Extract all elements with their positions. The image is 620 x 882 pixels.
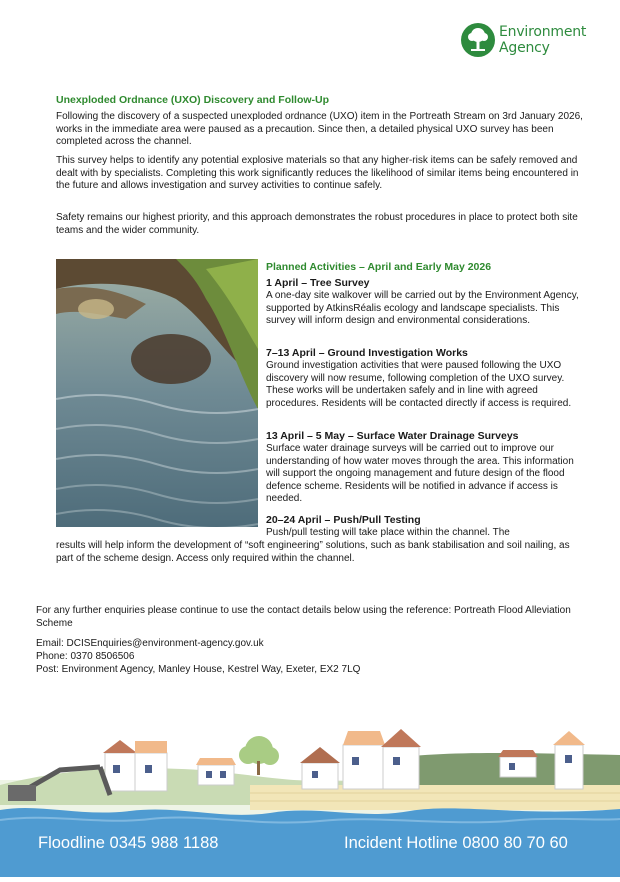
planned-activities-title: Planned Activities – April and Early May 2026 xyxy=(266,261,492,273)
logo-line-1: Environment xyxy=(499,24,587,40)
enquiries-intro: For any further enquiries please continue to use the contact details below using the reference: Portreath Flood Alleviation Scheme xyxy=(36,605,571,629)
activity-tree-survey xyxy=(266,277,584,328)
uxo-paragraph-1: Following the discovery of a suspected unexploded ordnance (UXO) item in the Portreath Stream on 3rd January 2026, works in the immediate area were paused as a precaution. Since then, a detailed physical UXO survey has been completed across the channel. xyxy=(56,111,583,148)
logo-wordmark xyxy=(499,24,586,56)
uxo-paragraph-2: This survey helps to identify any potential explosive materials so that any higher-risk items can be safely removed and dealt with by specialists. Completing this work significantly reduces the likelihood of similar items being encountered in the future and allows investigation and survey activities to continue safely. xyxy=(56,155,579,192)
incident-hotline-number: Incident Hotline 0800 80 70 60 xyxy=(344,834,568,852)
activity-body: A one-day site walkover will be carried out by the Environment Agency, supported by AtkinsRéalis ecology and landscape specialists. This survey will inform design and environmental considerations. xyxy=(266,290,579,327)
contact-phone[interactable]: Phone: 0370 8506506 xyxy=(36,651,135,662)
footer-illustration xyxy=(0,725,620,877)
floodline-number: Floodline 0345 988 1188 xyxy=(38,834,219,852)
activity-push-pull-testing xyxy=(266,514,584,540)
tree-logo-icon xyxy=(460,22,496,58)
activity-heading: 13 April – 5 May – Surface Water Drainage Surveys xyxy=(266,430,519,442)
activity-ground-investigation xyxy=(266,347,584,410)
contact-post: Post: Environment Agency, Manley House, Kestrel Way, Exeter, EX2 7LQ xyxy=(36,664,361,675)
activity-heading: 20–24 April – Push/Pull Testing xyxy=(266,514,421,526)
activity-heading: 7–13 April – Ground Investigation Works xyxy=(266,347,468,359)
stream-photo xyxy=(56,259,258,527)
contact-email[interactable]: Email: DCISEnquiries@environment-agency.gov.uk xyxy=(36,638,264,649)
activity-body: Push/pull testing will take place within the channel. The xyxy=(266,527,510,538)
environment-agency-logo xyxy=(460,22,590,62)
activity-drainage-surveys xyxy=(266,430,584,506)
uxo-paragraph-3: Safety remains our highest priority, and this approach demonstrates the robust procedures in place to protect both site teams and the wider community. xyxy=(56,212,578,236)
activity-push-pull-continued: results will help inform the development of “soft engineering” solutions, such as bank stabilisation and soil nailing, as part of the scheme design. Access only required within the channel. xyxy=(56,540,570,564)
activity-body: Surface water drainage surveys will be carried out to improve our understanding of how water moves through the area. This information will support the ongoing management and future design of the flood defence scheme. Residents will be notified in advance if access is needed. xyxy=(266,443,574,505)
logo-line-2: Agency xyxy=(499,40,550,56)
activity-body: Ground investigation activities that were paused following the UXO discovery will now resume, following completion of the UXO survey. These works will be undertaken safely and in line with agreed procedures. Residents will be contacted directly if access is required. xyxy=(266,360,572,409)
activity-heading: 1 April – Tree Survey xyxy=(266,277,370,289)
uxo-section-title: Unexploded Ordnance (UXO) Discovery and Follow-Up xyxy=(56,94,330,106)
